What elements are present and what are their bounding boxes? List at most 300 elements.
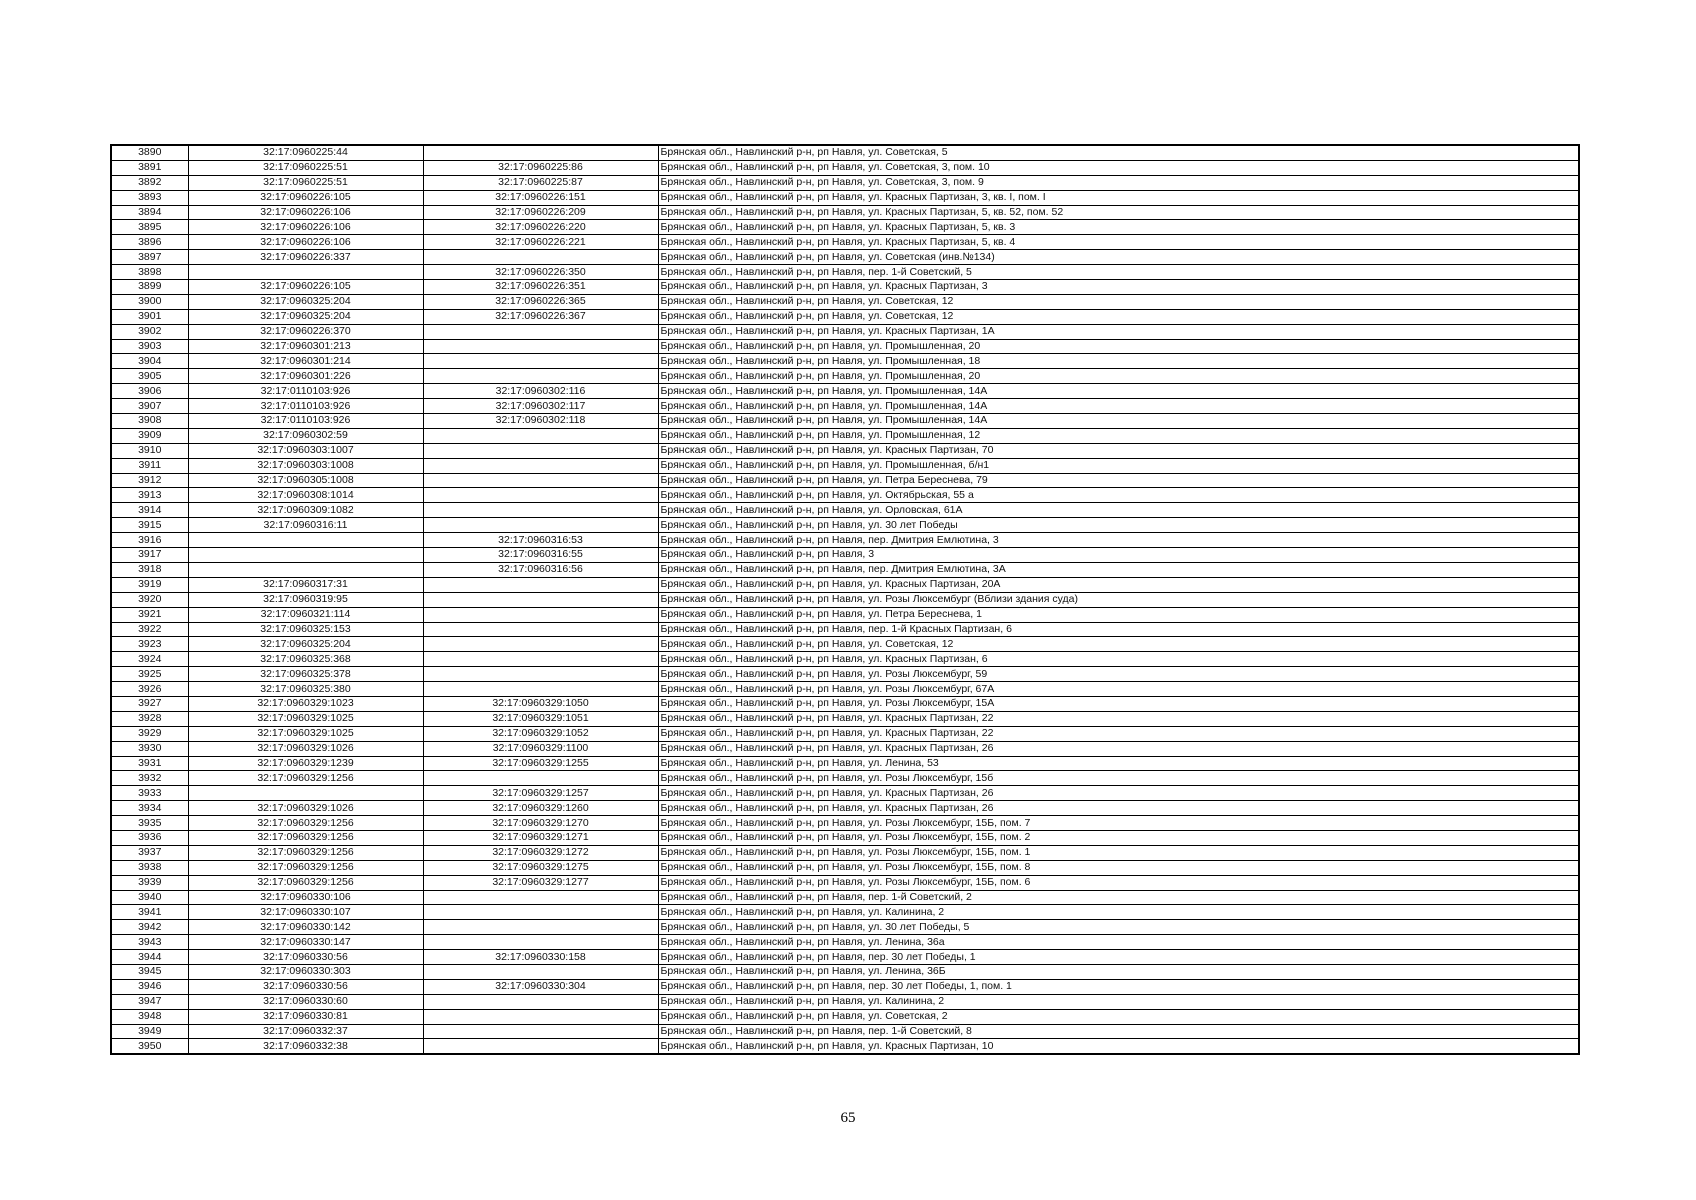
table-row (111, 562, 1579, 577)
row-number-cell: 3949 (111, 1024, 188, 1039)
table-row (111, 220, 1579, 235)
row-number-cell: 3914 (111, 503, 188, 518)
row-number-cell: 3919 (111, 577, 188, 592)
object-cadastral-number-cell (423, 1039, 658, 1054)
address-cell: Брянская обл., Навлинский р-н, рп Навля, ул. Промышленная, 12 (658, 428, 1579, 443)
table-row (111, 577, 1579, 592)
cadastral-number-cell: 32:17:0960303:1008 (188, 458, 423, 473)
row-number-cell: 3923 (111, 637, 188, 652)
address-cell: Брянская обл., Навлинский р-н, рп Навля, ул. Розы Люксембург, 15Б, пом. 2 (658, 830, 1579, 845)
row-number-cell: 3921 (111, 607, 188, 622)
row-number-cell: 3926 (111, 682, 188, 697)
cadastral-number-cell (188, 548, 423, 563)
cadastral-number-cell: 32:17:0960225:51 (188, 160, 423, 175)
table-row (111, 682, 1579, 697)
object-cadastral-number-cell (423, 145, 658, 160)
object-cadastral-number-cell (423, 324, 658, 339)
table-row (111, 1024, 1579, 1039)
table-row (111, 667, 1579, 682)
cadastral-number-cell: 32:17:0960330:106 (188, 890, 423, 905)
address-cell: Брянская обл., Навлинский р-н, рп Навля, ул. Советская, 12 (658, 309, 1579, 324)
address-cell: Брянская обл., Навлинский р-н, рп Навля, ул. Советская, 5 (658, 145, 1579, 160)
address-cell: Брянская обл., Навлинский р-н, рп Навля, ул. Красных Партизан, 26 (658, 786, 1579, 801)
row-number-cell: 3909 (111, 428, 188, 443)
address-cell: Брянская обл., Навлинский р-н, рп Навля, ул. Красных Партизан, 5, кв. 52, пом. 52 (658, 205, 1579, 220)
row-number-cell: 3912 (111, 473, 188, 488)
table-row (111, 875, 1579, 890)
object-cadastral-number-cell (423, 503, 658, 518)
table-row (111, 890, 1579, 905)
table-row (111, 369, 1579, 384)
registry-table (110, 144, 1580, 1055)
object-cadastral-number-cell (423, 994, 658, 1009)
table-row (111, 607, 1579, 622)
row-number-cell: 3903 (111, 339, 188, 354)
table-row (111, 935, 1579, 950)
row-number-cell: 3901 (111, 309, 188, 324)
cadastral-number-cell: 32:17:0960319:95 (188, 592, 423, 607)
object-cadastral-number-cell (423, 473, 658, 488)
address-cell: Брянская обл., Навлинский р-н, рп Навля, пер. 1-й Советский, 8 (658, 1024, 1579, 1039)
address-cell: Брянская обл., Навлинский р-н, рп Навля, ул. Орловская, 61А (658, 503, 1579, 518)
row-number-cell: 3915 (111, 518, 188, 533)
table-row (111, 548, 1579, 563)
row-number-cell: 3950 (111, 1039, 188, 1054)
cadastral-number-cell: 32:17:0960226:106 (188, 220, 423, 235)
cadastral-number-cell: 32:17:0960329:1256 (188, 845, 423, 860)
row-number-cell: 3937 (111, 845, 188, 860)
row-number-cell: 3906 (111, 384, 188, 399)
row-number-cell: 3922 (111, 622, 188, 637)
cadastral-number-cell: 32:17:0110103:926 (188, 414, 423, 429)
cadastral-number-cell: 32:17:0960330:107 (188, 905, 423, 920)
object-cadastral-number-cell: 32:17:0960226:220 (423, 220, 658, 235)
cadastral-number-cell: 32:17:0960329:1256 (188, 771, 423, 786)
table-row (111, 1009, 1579, 1024)
row-number-cell: 3943 (111, 935, 188, 950)
object-cadastral-number-cell: 32:17:0960226:365 (423, 294, 658, 309)
table-row (111, 235, 1579, 250)
object-cadastral-number-cell: 32:17:0960329:1100 (423, 741, 658, 756)
object-cadastral-number-cell (423, 771, 658, 786)
cadastral-number-cell: 32:17:0960330:56 (188, 950, 423, 965)
table-row (111, 711, 1579, 726)
cadastral-number-cell: 32:17:0960329:1256 (188, 860, 423, 875)
cadastral-number-cell: 32:17:0960329:1239 (188, 756, 423, 771)
table-row (111, 309, 1579, 324)
object-cadastral-number-cell: 32:17:0960316:53 (423, 533, 658, 548)
address-cell: Брянская обл., Навлинский р-н, рп Навля, ул. Промышленная, б/н1 (658, 458, 1579, 473)
row-number-cell: 3900 (111, 294, 188, 309)
table-row (111, 443, 1579, 458)
object-cadastral-number-cell: 32:17:0960226:151 (423, 190, 658, 205)
address-cell: Брянская обл., Навлинский р-н, рп Навля, ул. Калинина, 2 (658, 994, 1579, 1009)
table-row (111, 175, 1579, 190)
address-cell: Брянская обл., Навлинский р-н, рп Навля, ул. Розы Люксембург, 15Б, пом. 1 (658, 845, 1579, 860)
object-cadastral-number-cell (423, 518, 658, 533)
cadastral-number-cell: 32:17:0960332:37 (188, 1024, 423, 1039)
address-cell: Брянская обл., Навлинский р-н, рп Навля, ул. Красных Партизан, 26 (658, 801, 1579, 816)
row-number-cell: 3899 (111, 280, 188, 295)
address-cell: Брянская обл., Навлинский р-н, рп Навля, ул. 30 лет Победы, 5 (658, 920, 1579, 935)
cadastral-number-cell: 32:17:0960226:337 (188, 250, 423, 265)
address-cell: Брянская обл., Навлинский р-н, рп Навля, ул. Советская, 2 (658, 1009, 1579, 1024)
table-row (111, 414, 1579, 429)
cadastral-number-cell (188, 533, 423, 548)
cadastral-number-cell: 32:17:0960308:1014 (188, 488, 423, 503)
object-cadastral-number-cell (423, 339, 658, 354)
table-row (111, 488, 1579, 503)
address-cell: Брянская обл., Навлинский р-н, рп Навля, ул. Красных Партизан, 1А (658, 324, 1579, 339)
cadastral-number-cell: 32:17:0960329:1256 (188, 830, 423, 845)
row-number-cell: 3933 (111, 786, 188, 801)
address-cell: Брянская обл., Навлинский р-н, рп Навля, пер. 1-й Советский, 2 (658, 890, 1579, 905)
object-cadastral-number-cell: 32:17:0960225:87 (423, 175, 658, 190)
address-cell: Брянская обл., Навлинский р-н, рп Навля, ул. Красных Партизан, 6 (658, 652, 1579, 667)
table-row (111, 399, 1579, 414)
cadastral-number-cell: 32:17:0960325:368 (188, 652, 423, 667)
table-row (111, 860, 1579, 875)
cadastral-number-cell: 32:17:0960330:147 (188, 935, 423, 950)
cadastral-number-cell: 32:17:0960329:1023 (188, 696, 423, 711)
object-cadastral-number-cell (423, 652, 658, 667)
cadastral-number-cell (188, 562, 423, 577)
row-number-cell: 3938 (111, 860, 188, 875)
row-number-cell: 3946 (111, 979, 188, 994)
row-number-cell: 3932 (111, 771, 188, 786)
row-number-cell: 3904 (111, 354, 188, 369)
cadastral-number-cell: 32:17:0960226:105 (188, 190, 423, 205)
object-cadastral-number-cell (423, 428, 658, 443)
address-cell: Брянская обл., Навлинский р-н, рп Навля, ул. Октябрьская, 55 а (658, 488, 1579, 503)
cadastral-number-cell: 32:17:0960302:59 (188, 428, 423, 443)
cadastral-number-cell: 32:17:0960329:1256 (188, 816, 423, 831)
object-cadastral-number-cell (423, 592, 658, 607)
address-cell: Брянская обл., Навлинский р-н, рп Навля, ул. Красных Партизан, 10 (658, 1039, 1579, 1054)
cadastral-number-cell: 32:17:0960321:114 (188, 607, 423, 622)
object-cadastral-number-cell: 32:17:0960302:118 (423, 414, 658, 429)
address-cell: Брянская обл., Навлинский р-н, рп Навля, ул. Советская (инв.№134) (658, 250, 1579, 265)
row-number-cell: 3890 (111, 145, 188, 160)
cadastral-number-cell: 32:17:0960329:1025 (188, 711, 423, 726)
table-row (111, 979, 1579, 994)
table-row (111, 280, 1579, 295)
cadastral-number-cell: 32:17:0960301:226 (188, 369, 423, 384)
row-number-cell: 3895 (111, 220, 188, 235)
cadastral-number-cell: 32:17:0960329:1026 (188, 801, 423, 816)
cadastral-number-cell: 32:17:0960329:1256 (188, 875, 423, 890)
cadastral-number-cell: 32:17:0960330:81 (188, 1009, 423, 1024)
cadastral-number-cell: 32:17:0960317:31 (188, 577, 423, 592)
table-row (111, 905, 1579, 920)
table-row (111, 533, 1579, 548)
address-cell: Брянская обл., Навлинский р-н, рп Навля, ул. Ленина, 53 (658, 756, 1579, 771)
address-cell: Брянская обл., Навлинский р-н, рп Навля, ул. Красных Партизан, 3, кв. I, пом. I (658, 190, 1579, 205)
table-row (111, 518, 1579, 533)
object-cadastral-number-cell (423, 682, 658, 697)
table-row (111, 354, 1579, 369)
address-cell: Брянская обл., Навлинский р-н, рп Навля, ул. Розы Люксембург, 15А (658, 696, 1579, 711)
address-cell: Брянская обл., Навлинский р-н, рп Навля, пер. 1-й Красных Партизан, 6 (658, 622, 1579, 637)
cadastral-number-cell: 32:17:0960325:380 (188, 682, 423, 697)
object-cadastral-number-cell: 32:17:0960226:351 (423, 280, 658, 295)
cadastral-number-cell: 32:17:0960225:51 (188, 175, 423, 190)
object-cadastral-number-cell (423, 354, 658, 369)
table-row (111, 950, 1579, 965)
address-cell: Брянская обл., Навлинский р-н, рп Навля, ул. Ленина, 36Б (658, 964, 1579, 979)
cadastral-number-cell: 32:17:0960332:38 (188, 1039, 423, 1054)
row-number-cell: 3908 (111, 414, 188, 429)
table-row (111, 830, 1579, 845)
table-row (111, 920, 1579, 935)
cadastral-number-cell (188, 265, 423, 280)
address-cell: Брянская обл., Навлинский р-н, рп Навля, ул. Промышленная, 14А (658, 399, 1579, 414)
address-cell: Брянская обл., Навлинский р-н, рп Навля, ул. Петра Береснева, 79 (658, 473, 1579, 488)
cadastral-number-cell: 32:17:0960226:106 (188, 235, 423, 250)
address-cell: Брянская обл., Навлинский р-н, рп Навля, ул. Розы Люксембург, 59 (658, 667, 1579, 682)
table-row (111, 265, 1579, 280)
cadastral-number-cell: 32:17:0960226:105 (188, 280, 423, 295)
row-number-cell: 3894 (111, 205, 188, 220)
object-cadastral-number-cell: 32:17:0960329:1257 (423, 786, 658, 801)
object-cadastral-number-cell: 32:17:0960329:1051 (423, 711, 658, 726)
address-cell: Брянская обл., Навлинский р-н, рп Навля, ул. Розы Люксембург, 15Б, пом. 8 (658, 860, 1579, 875)
table-row (111, 592, 1579, 607)
row-number-cell: 3924 (111, 652, 188, 667)
address-cell: Брянская обл., Навлинский р-н, рп Навля, ул. Советская, 12 (658, 637, 1579, 652)
object-cadastral-number-cell: 32:17:0960329:1260 (423, 801, 658, 816)
address-cell: Брянская обл., Навлинский р-н, рп Навля, ул. Промышленная, 14А (658, 414, 1579, 429)
object-cadastral-number-cell (423, 458, 658, 473)
row-number-cell: 3896 (111, 235, 188, 250)
table-row (111, 994, 1579, 1009)
object-cadastral-number-cell: 32:17:0960225:86 (423, 160, 658, 175)
cadastral-number-cell: 32:17:0960325:204 (188, 309, 423, 324)
object-cadastral-number-cell: 32:17:0960316:56 (423, 562, 658, 577)
row-number-cell: 3930 (111, 741, 188, 756)
row-number-cell: 3940 (111, 890, 188, 905)
row-number-cell: 3893 (111, 190, 188, 205)
object-cadastral-number-cell: 32:17:0960302:116 (423, 384, 658, 399)
cadastral-number-cell: 32:17:0960301:214 (188, 354, 423, 369)
object-cadastral-number-cell: 32:17:0960226:221 (423, 235, 658, 250)
object-cadastral-number-cell: 32:17:0960329:1052 (423, 726, 658, 741)
object-cadastral-number-cell: 32:17:0960330:304 (423, 979, 658, 994)
cadastral-number-cell: 32:17:0960325:153 (188, 622, 423, 637)
address-cell: Брянская обл., Навлинский р-н, рп Навля, пер. 1-й Советский, 5 (658, 265, 1579, 280)
row-number-cell: 3892 (111, 175, 188, 190)
object-cadastral-number-cell: 32:17:0960329:1050 (423, 696, 658, 711)
address-cell: Брянская обл., Навлинский р-н, рп Навля, ул. Розы Люксембург, 67А (658, 682, 1579, 697)
address-cell: Брянская обл., Навлинский р-н, рп Навля, 3 (658, 548, 1579, 563)
object-cadastral-number-cell: 32:17:0960329:1272 (423, 845, 658, 860)
address-cell: Брянская обл., Навлинский р-н, рп Навля, ул. Красных Партизан, 3 (658, 280, 1579, 295)
cadastral-number-cell: 32:17:0960325:204 (188, 294, 423, 309)
table-row (111, 816, 1579, 831)
table-row (111, 205, 1579, 220)
table-row (111, 1039, 1579, 1054)
row-number-cell: 3939 (111, 875, 188, 890)
object-cadastral-number-cell: 32:17:0960329:1275 (423, 860, 658, 875)
object-cadastral-number-cell: 32:17:0960329:1255 (423, 756, 658, 771)
row-number-cell: 3918 (111, 562, 188, 577)
cadastral-number-cell: 32:17:0960301:213 (188, 339, 423, 354)
address-cell: Брянская обл., Навлинский р-н, рп Навля, ул. Красных Партизан, 20А (658, 577, 1579, 592)
address-cell: Брянская обл., Навлинский р-н, рп Навля, ул. Промышленная, 20 (658, 339, 1579, 354)
table-row (111, 473, 1579, 488)
row-number-cell: 3928 (111, 711, 188, 726)
address-cell: Брянская обл., Навлинский р-н, рп Навля, ул. Промышленная, 18 (658, 354, 1579, 369)
cadastral-number-cell: 32:17:0960225:44 (188, 145, 423, 160)
cadastral-number-cell: 32:17:0110103:926 (188, 399, 423, 414)
cadastral-number-cell: 32:17:0960303:1007 (188, 443, 423, 458)
address-cell: Брянская обл., Навлинский р-н, рп Навля, ул. Петра Береснева, 1 (658, 607, 1579, 622)
cadastral-number-cell: 32:17:0960330:56 (188, 979, 423, 994)
address-cell: Брянская обл., Навлинский р-н, рп Навля, ул. Красных Партизан, 70 (658, 443, 1579, 458)
row-number-cell: 3931 (111, 756, 188, 771)
address-cell: Брянская обл., Навлинский р-н, рп Навля, ул. Промышленная, 20 (658, 369, 1579, 384)
table-row (111, 145, 1579, 160)
table-row (111, 324, 1579, 339)
object-cadastral-number-cell (423, 488, 658, 503)
table-row (111, 190, 1579, 205)
address-cell: Брянская обл., Навлинский р-н, рп Навля, ул. Советская, 12 (658, 294, 1579, 309)
object-cadastral-number-cell (423, 905, 658, 920)
row-number-cell: 3910 (111, 443, 188, 458)
table-row (111, 964, 1579, 979)
table-row (111, 845, 1579, 860)
table-row (111, 294, 1579, 309)
cadastral-number-cell: 32:17:0960325:378 (188, 667, 423, 682)
table-row (111, 786, 1579, 801)
object-cadastral-number-cell: 32:17:0960226:209 (423, 205, 658, 220)
table-row (111, 741, 1579, 756)
row-number-cell: 3898 (111, 265, 188, 280)
object-cadastral-number-cell (423, 964, 658, 979)
row-number-cell: 3920 (111, 592, 188, 607)
address-cell: Брянская обл., Навлинский р-н, рп Навля, ул. Розы Люксембург (Вблизи здания суда) (658, 592, 1579, 607)
cadastral-number-cell (188, 786, 423, 801)
object-cadastral-number-cell: 32:17:0960329:1270 (423, 816, 658, 831)
cadastral-number-cell: 32:17:0960309:1082 (188, 503, 423, 518)
page-number: 65 (840, 1110, 856, 1126)
cadastral-number-cell: 32:17:0960226:106 (188, 205, 423, 220)
row-number-cell: 3929 (111, 726, 188, 741)
object-cadastral-number-cell (423, 250, 658, 265)
table-row (111, 771, 1579, 786)
table-row (111, 726, 1579, 741)
cadastral-number-cell: 32:17:0960329:1026 (188, 741, 423, 756)
object-cadastral-number-cell (423, 607, 658, 622)
object-cadastral-number-cell (423, 1024, 658, 1039)
cadastral-number-cell: 32:17:0960330:303 (188, 964, 423, 979)
row-number-cell: 3905 (111, 369, 188, 384)
object-cadastral-number-cell (423, 920, 658, 935)
row-number-cell: 3944 (111, 950, 188, 965)
row-number-cell: 3917 (111, 548, 188, 563)
address-cell: Брянская обл., Навлинский р-н, рп Навля, ул. Розы Люксембург, 15б (658, 771, 1579, 786)
table-row (111, 160, 1579, 175)
row-number-cell: 3913 (111, 488, 188, 503)
table-row (111, 801, 1579, 816)
row-number-cell: 3947 (111, 994, 188, 1009)
object-cadastral-number-cell (423, 622, 658, 637)
address-cell: Брянская обл., Навлинский р-н, рп Навля, ул. Советская, 3, пом. 9 (658, 175, 1579, 190)
cadastral-number-cell: 32:17:0960330:60 (188, 994, 423, 1009)
row-number-cell: 3907 (111, 399, 188, 414)
address-cell: Брянская обл., Навлинский р-н, рп Навля, ул. Красных Партизан, 5, кв. 4 (658, 235, 1579, 250)
row-number-cell: 3948 (111, 1009, 188, 1024)
table-row (111, 250, 1579, 265)
address-cell: Брянская обл., Навлинский р-н, рп Навля, ул. Розы Люксембург, 15Б, пом. 7 (658, 816, 1579, 831)
cadastral-number-cell: 32:17:0110103:926 (188, 384, 423, 399)
cadastral-number-cell: 32:17:0960226:370 (188, 324, 423, 339)
object-cadastral-number-cell (423, 667, 658, 682)
address-cell: Брянская обл., Навлинский р-н, рп Навля, ул. Красных Партизан, 22 (658, 711, 1579, 726)
object-cadastral-number-cell (423, 1009, 658, 1024)
cadastral-number-cell: 32:17:0960325:204 (188, 637, 423, 652)
row-number-cell: 3891 (111, 160, 188, 175)
object-cadastral-number-cell (423, 577, 658, 592)
registry-table-body (111, 145, 1579, 1054)
row-number-cell: 3934 (111, 801, 188, 816)
table-row (111, 384, 1579, 399)
row-number-cell: 3902 (111, 324, 188, 339)
cadastral-number-cell: 32:17:0960330:142 (188, 920, 423, 935)
row-number-cell: 3925 (111, 667, 188, 682)
object-cadastral-number-cell: 32:17:0960302:117 (423, 399, 658, 414)
address-cell: Брянская обл., Навлинский р-н, рп Навля, пер. Дмитрия Емлютина, 3 (658, 533, 1579, 548)
row-number-cell: 3945 (111, 964, 188, 979)
address-cell: Брянская обл., Навлинский р-н, рп Навля, ул. 30 лет Победы (658, 518, 1579, 533)
address-cell: Брянская обл., Навлинский р-н, рп Навля, ул. Советская, 3, пом. 10 (658, 160, 1579, 175)
object-cadastral-number-cell (423, 443, 658, 458)
table-row (111, 458, 1579, 473)
object-cadastral-number-cell: 32:17:0960316:55 (423, 548, 658, 563)
object-cadastral-number-cell: 32:17:0960329:1271 (423, 830, 658, 845)
object-cadastral-number-cell (423, 369, 658, 384)
address-cell: Брянская обл., Навлинский р-н, рп Навля, пер. 30 лет Победы, 1, пом. 1 (658, 979, 1579, 994)
address-cell: Брянская обл., Навлинский р-н, рп Навля, ул. Промышленная, 14А (658, 384, 1579, 399)
cadastral-number-cell: 32:17:0960329:1025 (188, 726, 423, 741)
table-row (111, 622, 1579, 637)
row-number-cell: 3927 (111, 696, 188, 711)
address-cell: Брянская обл., Навлинский р-н, рп Навля, ул. Розы Люксембург, 15Б, пом. 6 (658, 875, 1579, 890)
address-cell: Брянская обл., Навлинский р-н, рп Навля, ул. Красных Партизан, 5, кв. 3 (658, 220, 1579, 235)
row-number-cell: 3897 (111, 250, 188, 265)
address-cell: Брянская обл., Навлинский р-н, рп Навля, ул. Красных Партизан, 26 (658, 741, 1579, 756)
address-cell: Брянская обл., Навлинский р-н, рп Навля, ул. Красных Партизан, 22 (658, 726, 1579, 741)
address-cell: Брянская обл., Навлинский р-н, рп Навля, пер. 30 лет Победы, 1 (658, 950, 1579, 965)
address-cell: Брянская обл., Навлинский р-н, рп Навля, ул. Калинина, 2 (658, 905, 1579, 920)
address-cell: Брянская обл., Навлинский р-н, рп Навля, ул. Ленина, 36а (658, 935, 1579, 950)
table-row (111, 756, 1579, 771)
row-number-cell: 3936 (111, 830, 188, 845)
object-cadastral-number-cell: 32:17:0960226:367 (423, 309, 658, 324)
row-number-cell: 3942 (111, 920, 188, 935)
cadastral-number-cell: 32:17:0960316:11 (188, 518, 423, 533)
table-row (111, 428, 1579, 443)
table-row (111, 696, 1579, 711)
object-cadastral-number-cell: 32:17:0960330:158 (423, 950, 658, 965)
table-row (111, 339, 1579, 354)
table-row (111, 652, 1579, 667)
row-number-cell: 3941 (111, 905, 188, 920)
cadastral-number-cell: 32:17:0960305:1008 (188, 473, 423, 488)
object-cadastral-number-cell (423, 935, 658, 950)
row-number-cell: 3935 (111, 816, 188, 831)
object-cadastral-number-cell (423, 890, 658, 905)
